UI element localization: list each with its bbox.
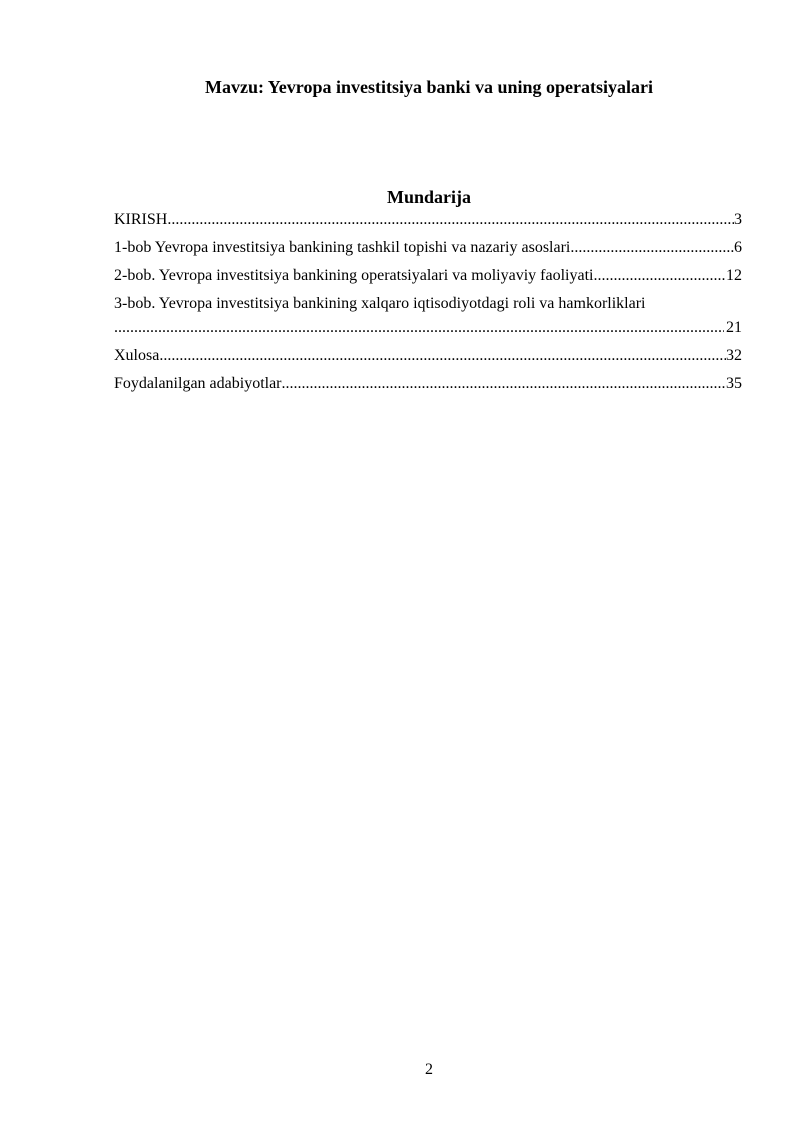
toc-entry-title: 2-bob. Yevropa investitsiya bankining operatsiyalari va moliyaviy faoliyati [114, 267, 594, 284]
toc-entry-title: Foydalanilgan adabiyotlar [114, 375, 282, 392]
toc-leader-dots [159, 344, 726, 368]
toc-leader-dots [593, 264, 726, 288]
toc-leader-dots [570, 236, 734, 260]
toc-entry-page: 12 [726, 267, 742, 284]
toc-entry-chapter-3 [114, 292, 742, 316]
toc-heading: Mundarija [386, 187, 471, 207]
toc-entry-title: Xulosa [114, 347, 160, 364]
toc-entry-page: 6 [734, 239, 742, 256]
toc-leader-dots [114, 316, 724, 340]
toc-entry-chapter-2 [114, 264, 742, 288]
toc-entry-references [114, 372, 742, 396]
page-number: 2 [425, 1061, 433, 1078]
toc-entry-title: 3-bob. Yevropa investitsiya bankining xalqaro iqtisodiyotdagi roli va hamkorliklari [114, 295, 646, 312]
toc-entry-page: 32 [726, 347, 742, 364]
toc-entry-title: KIRISH [114, 211, 168, 228]
table-of-contents [114, 208, 742, 400]
toc-entry-chapter-1 [114, 236, 742, 260]
toc-entry-page: 35 [726, 375, 742, 392]
toc-entry-xulosa [114, 344, 742, 368]
toc-entry-kirish [114, 208, 742, 232]
toc-entry-page: 21 [726, 319, 742, 336]
toc-entry-title: 1-bob Yevropa investitsiya bankining tashkil topishi va nazariy asoslari [114, 239, 571, 256]
toc-leader-dots [167, 208, 734, 232]
toc-entry-page: 3 [734, 211, 742, 228]
toc-leader-dots [282, 372, 726, 396]
toc-entry-chapter-3-continuation [114, 316, 742, 340]
document-title: Mavzu: Yevropa investitsiya banki va uning operatsiyalari [204, 77, 654, 97]
